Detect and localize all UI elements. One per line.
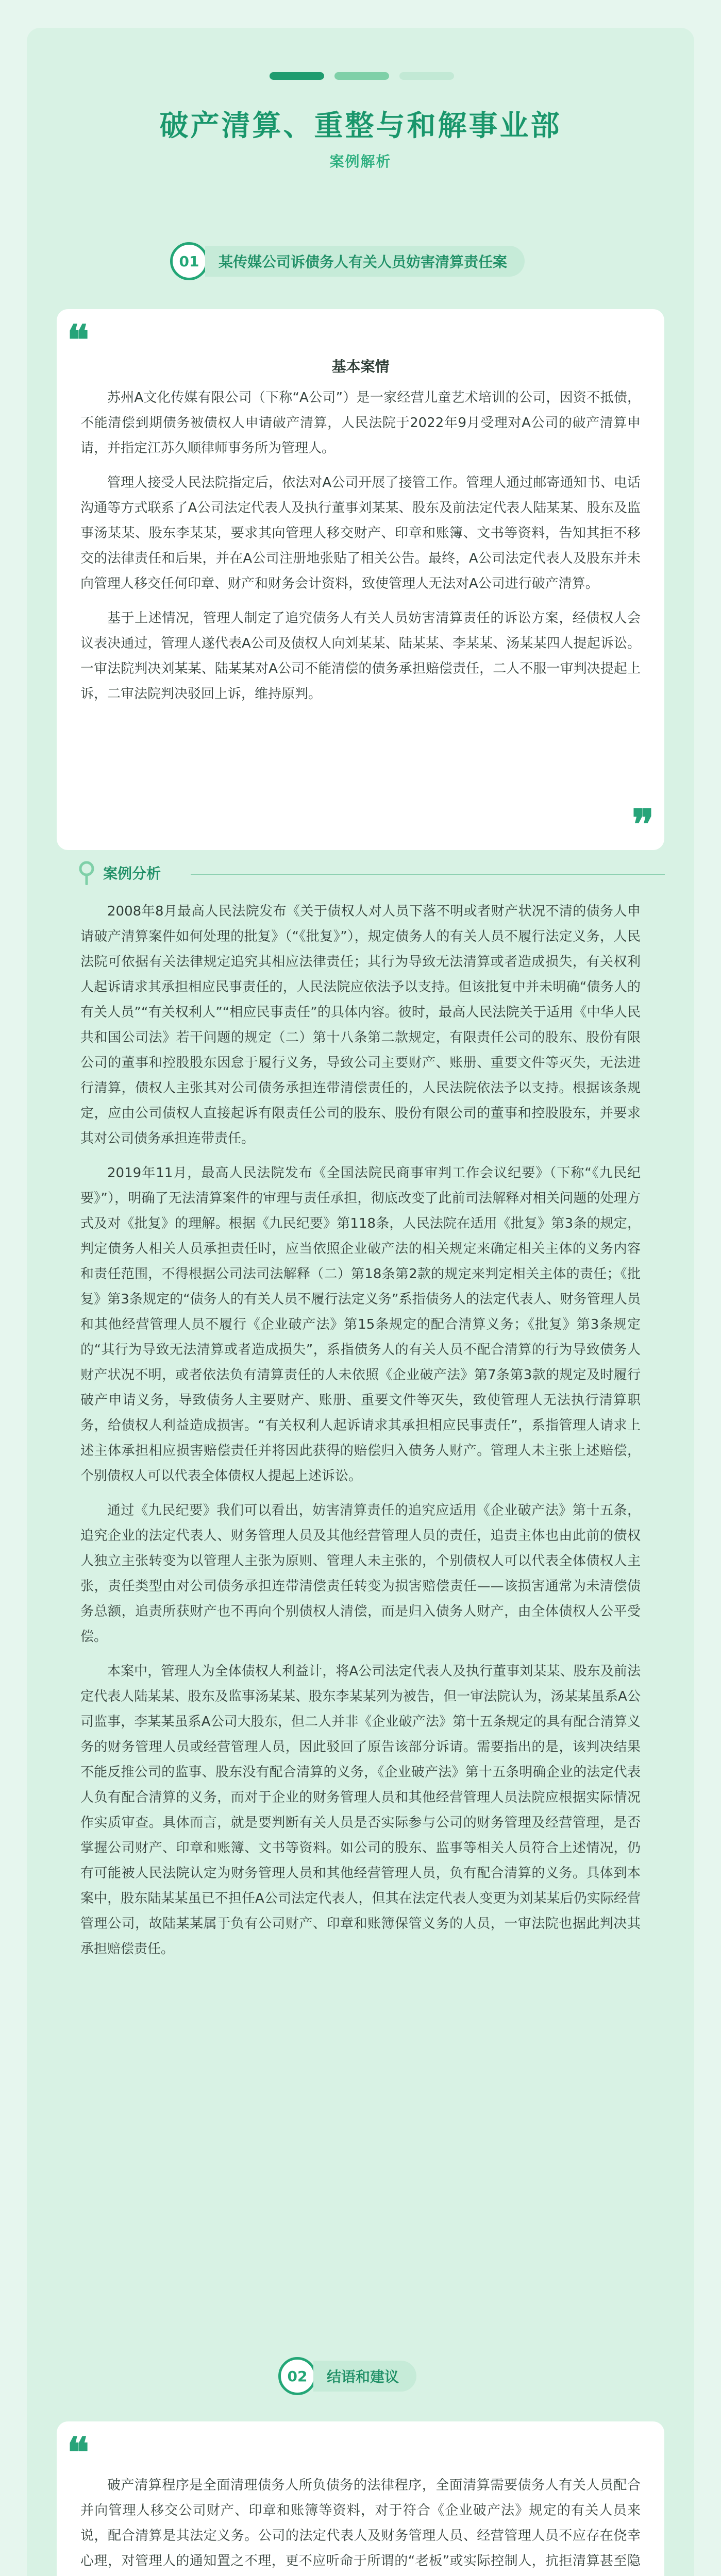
- open-quote-icon: ❝: [67, 316, 90, 364]
- conclusion-paragraph: 破产清算程序是全面清理债务人所负债务的法律程序，全面清算需要债务人有关人员配合并向管理人移交公司财产、印章和账簿等资料，对于符合《企业破产法》规定的有关人员来说，配合清算是其法定义务。公司的法定代表人及财务管理人员、经营管理人员不应存在侥幸心理，对管理人的通知置之不理，更不应听命于所谓的“老板”或实际控制人，抗拒清算甚至隐: [80, 2478, 641, 2569]
- decor-bar-dark: [270, 72, 324, 80]
- open-quote-icon: ❝: [67, 2428, 90, 2477]
- section-number-02: 02: [278, 2357, 316, 2395]
- analysis-paragraph: 通过《九民纪要》我们可以看出，妨害清算责任的追究应适用《企业破产法》第十五条，追究企业的法定代表人、财务管理人员及其他经营管理人员的责任，追责主体也由此前的债权人独立主张转变为以管理人主张为原则、管理人未主张的，个别债权人可以代表全体债权人主张，责任类型由对公司债务承担连带清偿责任转变为损害赔偿责任——该损害通常为未清偿债务总额，追责所获财产也不再向个别债权人清偿，而是归入债务人财产，由全体债权人公平受偿。: [80, 1503, 641, 1645]
- analysis-block: [57, 899, 664, 2326]
- section-header-01: [170, 242, 525, 280]
- basic-facts-paragraph: 苏州A文化传媒有限公司（下称“A公司”）是一家经营儿童艺术培训的公司，因资不抵债，不能清偿到期债务被债权人申请破产清算，人民法院于2022年9月受理对A公司的破产清算申请，并指定江苏久顺律师事务所为管理人。: [80, 390, 641, 456]
- basic-facts-title: 基本案情: [331, 358, 390, 375]
- basic-facts-card: [57, 309, 664, 850]
- conclusion-card: [57, 2421, 664, 2576]
- analysis-paragraph: 2019年11月，最高人民法院发布《全国法院民商事审判工作会议纪要》（下称“《九民纪要》”），明确了无法清算案件的审理与责任承担，彻底改变了此前司法解释对相关问题的处理方式及对《批复》的理解。根据《九民纪要》第118条，人民法院在适用《批复》第3条的规定，判定债务人相关人员承担责任时，应当依照企业破产法的相关规定来确定相关主体的义务内容和责任范围，不得根据公司法司法解释（二）第18条第2款的规定来判定相关主体的责任；《批复》第3条规定的“债务人的有关人员不履行法定义务”系指债务人的法定代表人、财务管理人员和其他经营管理人员不履行《企业破产法》第15条规定的配合清算义务；《批复》第3条规定的“其行为导致无法清算或者造成损失”，系指债务人的有关人员不配合清算的行为导致债务人财产状况不明，或者依法负有清算责任的人未依照《企业破产法》第7条第3款的规定及时履行破产申请义务，导致债务人主要财产、账册、重要文件等灭失，致使管理人无法执行清算职务，给债权人利益造成损害。“有关权利人起诉请求其承担相应民事责任”，系指管理人请求上述主体承担相应损害赔偿责任并将因此获得的赔偿归入债务人财产。管理人未主张上述赔偿，个别债权人可以代表全体债权人提起上述诉讼。: [80, 1165, 641, 1484]
- analysis-label: 案例分析: [103, 865, 161, 882]
- analysis-header: [77, 860, 161, 885]
- analysis-divider: [191, 874, 665, 875]
- page-subtitle: 案例解析: [329, 153, 392, 170]
- basic-facts-paragraph: 管理人接受人民法院指定后，依法对A公司开展了接管工作。管理人通过邮寄通知书、电话沟通等方式联系了A公司法定代表人及执行董事刘某某、股东及前法定代表人陆某某、股东及监事汤某某、股东李某某，要求其向管理人移交财产、印章和账簿、文书等资料，告知其拒不移交的法律责任和后果，并在A公司注册地张贴了相关公告。最终，A公司法定代表人及股东并未向管理人移交任何印章、财产和财务会计资料，致使管理人无法对A公司进行破产清算。: [80, 475, 641, 591]
- page-title: 破产清算、重整与和解事业部: [159, 109, 562, 143]
- basic-facts-paragraph: 基于上述情况，管理人制定了追究债务人有关人员妨害清算责任的诉讼方案，经债权人会议表决通过，管理人遂代表A公司及债权人向刘某某、陆某某、李某某、汤某某四人提起诉讼。一审法院判决刘某某、陆某某对A公司不能清偿的债务承担赔偿责任，二人不服一审判决提起上诉，二审法院判决驳回上诉，维持原判。: [80, 611, 641, 702]
- section-header-02: [278, 2357, 416, 2395]
- decor-bar-light: [399, 72, 454, 80]
- location-pin-icon: [77, 860, 96, 885]
- section-label-02: 结语和建议: [313, 2361, 416, 2392]
- decor-bar-mid: [334, 72, 389, 80]
- close-quote-icon: ❞: [631, 800, 654, 849]
- section-label-01: 某传媒公司诉债务人有关人员妨害清算责任案: [205, 246, 525, 277]
- analysis-paragraph: 本案中，管理人为全体债权人利益计，将A公司法定代表人及执行董事刘某某、股东及前法定代表人陆某某、股东及监事汤某某、股东李某某列为被告，但一审法院认为，汤某某虽系A公司监事，李某某虽系A公司大股东，但二人并非《企业破产法》第十五条规定的具有配合清算义务的财务管理人员或经营管理人员，因此驳回了原告该部分诉请。需要指出的是，该判决结果不能反推公司的监事、股东没有配合清算的义务，《企业破产法》第十五条明确企业的法定代表人负有配合清算的义务，而对于企业的财务管理人员和其他经营管理人员法院应根据实际情况作实质审查。具体而言，就是要判断有关人员是否实际参与公司的财务管理及经营管理，是否掌握公司财产、印章和账簿、文书等资料。如公司的股东、监事等相关人员符合上述情况，仍有可能被人民法院认定为财务管理人员和其他经营管理人员，负有配合清算的义务。具体到本案中，股东陆某某虽已不担任A公司法定代表人，但其在法定代表人变更为刘某某后仍实际经营管理公司，故陆某某属于负有公司财产、印章和账簿保管义务的人员，一审法院也据此判决其承担赔偿责任。: [80, 1664, 641, 1957]
- section-number-01: 01: [170, 242, 208, 280]
- analysis-paragraph: 2008年8月最高人民法院发布《关于债权人对人员下落不明或者财产状况不清的债务人申请破产清算案件如何处理的批复》（“《批复》”），规定债务人的有关人员不履行法定义务，人民法院可依据有关法律规定追究其相应法律责任；其行为导致无法清算或者造成损失，有关权利人起诉请求其承担相应民事责任的，人民法院应依法予以支持。但该批复中并未明确“债务人的有关人员”“有关权利人”“相应民事责任”的具体内容。彼时，最高人民法院关于适用《中华人民共和国公司法》若干问题的规定（二）第十八条第二款规定，有限责任公司的股东、股份有限公司的董事和控股股东因怠于履行义务，导致公司主要财产、账册、重要文件等灭失，无法进行清算，债权人主张其对公司债务承担连带清偿责任的，人民法院依法予以支持。根据该条规定，应由公司债权人直接起诉有限责任公司的股东、股份有限公司的董事和控股股东，并要求其对公司债务承担连带责任。: [80, 904, 641, 1146]
